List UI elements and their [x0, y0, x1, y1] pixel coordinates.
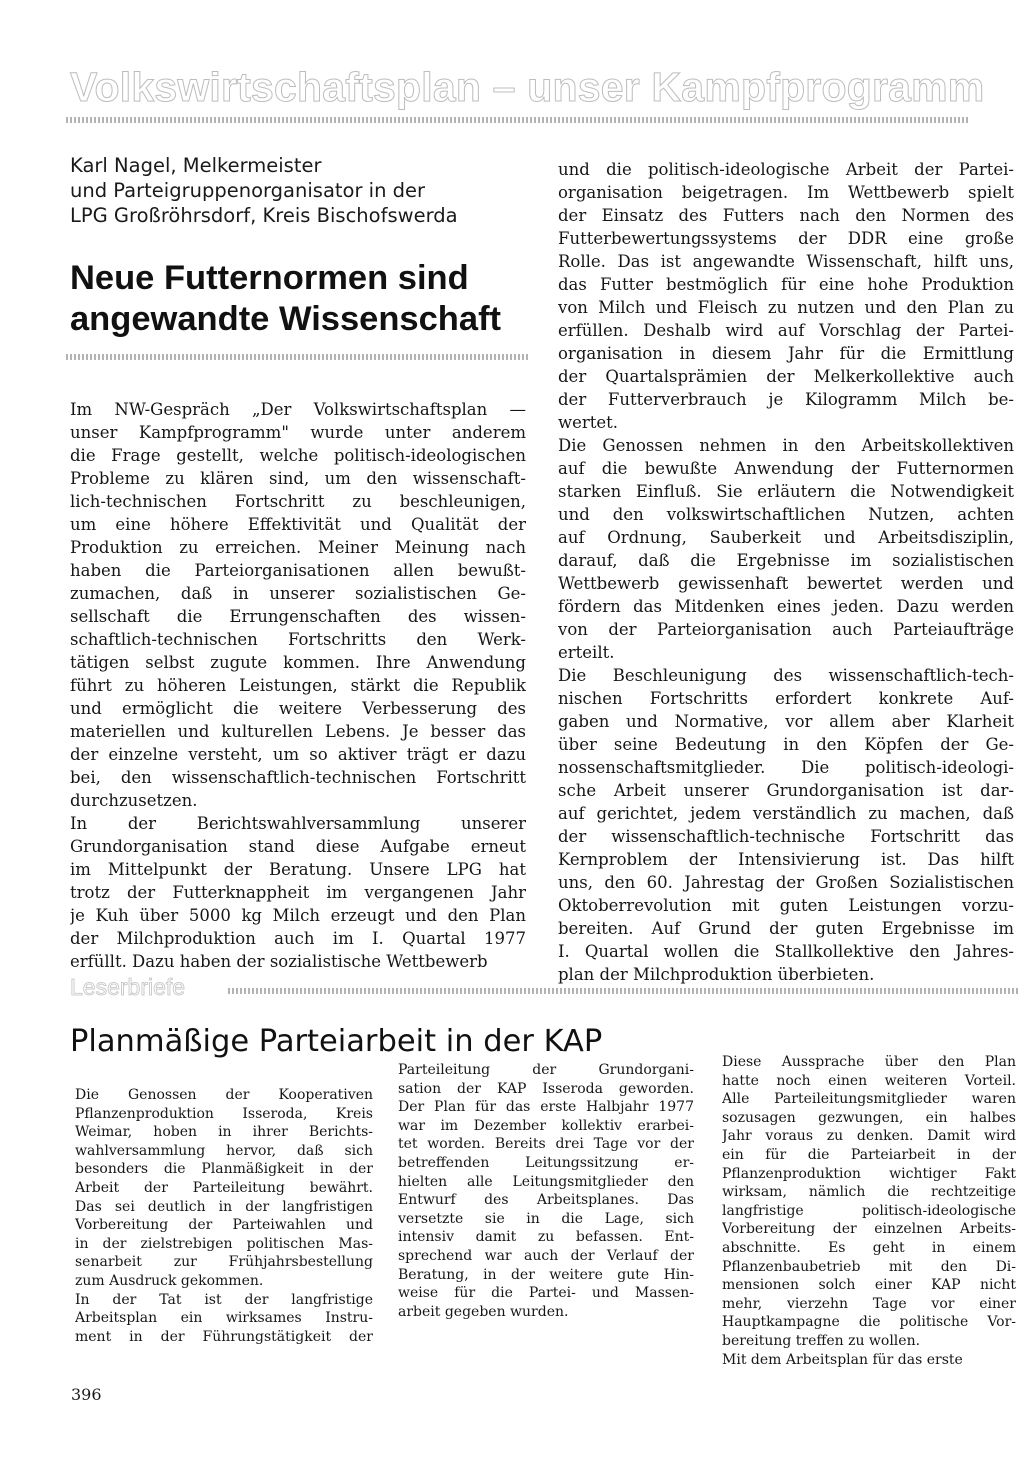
article-column-left	[70, 398, 526, 973]
text-line: Die Genossen der Kooperativen	[75, 1087, 373, 1103]
text-line: der Futterverbrauch je Kilogramm Milch be-	[558, 390, 1014, 409]
text-line: auf die bewußte Anwendung der Futternormen	[558, 459, 1014, 478]
text-line: In der Berichtswahlversammlung unserer	[70, 814, 526, 833]
text-line: auf Ordnung, Sauberkeit und Arbeitsdisziplin,	[558, 528, 1014, 547]
text-line: Beratung, in der weitere gute Hin-	[398, 1266, 694, 1283]
text-line: und den volkswirtschaftlichen Nutzen, achten	[558, 505, 1014, 524]
text-line: wertet.	[558, 413, 619, 432]
section-divider	[228, 988, 1020, 994]
text-line: im Mittelpunkt der Beratung. Unsere LPG hat	[70, 860, 526, 879]
text-line: plan der Milchproduktion überbieten.	[558, 965, 875, 984]
text-line: haben die Parteiorganisationen allen bewußt-	[70, 561, 526, 580]
text-line: Grundorganisation stand diese Aufgabe erneut	[70, 837, 526, 856]
text-line: tätigen selbst zugute kommen. Ihre Anwendung	[70, 653, 526, 672]
text-line: Mit dem Arbeitsplan für das erste	[722, 1351, 963, 1368]
letter-headline: Planmäßige Parteiarbeit in der KAP	[70, 1024, 603, 1059]
text-line: intensiv damit zu befassen. Ent-	[398, 1229, 694, 1246]
text-line: ein für die Parteiarbeit in der	[722, 1146, 1016, 1163]
article-byline	[70, 153, 540, 228]
text-line: und ermöglicht die weitere Verbesserung des	[70, 699, 526, 718]
text-line: die Frage gestellt, welche politisch-ideologischen	[70, 446, 526, 465]
text-line: sozusagen gezwungen, ein halbes	[722, 1109, 1016, 1126]
text-line: Im NW-Gespräch „Der Volkswirtschaftsplan —	[70, 400, 526, 419]
text-line: uns, den 60. Jahrestag der Großen Sozialistischen	[558, 873, 1014, 892]
text-line: hielten alle Leitungsmitglieder den	[398, 1173, 694, 1190]
text-line: Alle Parteileitungsmitglieder waren	[722, 1091, 1016, 1108]
text-line: Kernproblem der Intensivierung ist. Das hilft	[558, 850, 1014, 869]
text-line: I. Quartal wollen die Stallkollektive den Jahres-	[558, 942, 1014, 961]
text-line: Pflanzenproduktion wichtiger Fakt	[722, 1165, 1016, 1182]
text-line: Jahr voraus zu denken. Damit wird	[722, 1128, 1016, 1145]
text-line: Probleme zu klären sind, um den wissenschaft-	[70, 469, 526, 488]
text-line: Diese Aussprache über den Plan	[722, 1054, 1016, 1070]
text-line: starken Einfluß. Sie erläutern die Notwendigkeit	[558, 482, 1014, 501]
text-line: bereitung treffen zu wollen.	[722, 1332, 921, 1349]
text-line: schaftlich-technischen Fortschritts den Werk-	[70, 630, 526, 649]
text-line: Die Beschleunigung des wissenschaftlich-tech-	[558, 666, 1014, 685]
text-line: Futterbewertungssystems der DDR eine große	[558, 229, 1014, 248]
text-line: Arbeitsplan ein wirksames Instru-	[75, 1310, 373, 1327]
text-line: über seine Bedeutung in den Köpfen der Ge-	[558, 735, 1014, 754]
text-line: führt zu höheren Leistungen, stärkt die Republik	[70, 676, 526, 695]
text-line: mehr, vierzehn Tage vor einer	[722, 1295, 1016, 1312]
text-line: bereiten. Auf Grund der guten Ergebnisse im	[558, 919, 1014, 938]
text-line: darauf, daß die Ergebnisse im sozialistischen	[558, 551, 1014, 570]
text-line: in der zielstrebigen politischen Mas-	[75, 1235, 373, 1252]
text-line: war im Dezember kollektiv erarbei-	[398, 1117, 694, 1134]
text-line: Vorbereitung der einzelnen Arbeits-	[722, 1221, 1016, 1238]
page-number: 396	[71, 1385, 102, 1404]
text-line: In der Tat ist der langfristige	[75, 1291, 373, 1308]
text-line: tet worden. Bereits drei Tage vor der	[398, 1136, 694, 1153]
text-line: versetzte sie in die Lage, sich	[398, 1210, 694, 1227]
text-line: sche Arbeit unserer Grundorganisation ist dar-	[558, 781, 1014, 800]
letter-column-2	[398, 1061, 694, 1321]
text-line: Parteileitung der Grundorgani-	[398, 1062, 694, 1078]
text-line: erfüllt. Dazu haben der sozialistische Wettbewerb	[70, 952, 488, 971]
text-line: zumachen, daß in unserer sozialistischen Ge-	[70, 584, 526, 603]
text-line: gaben und Normative, vor allem aber Klarheit	[558, 712, 1014, 731]
kicker-title: Volkswirtschaftsplan – unser Kampfprogramm	[70, 64, 985, 110]
text-line: der wissenschaftlich-technische Fortschritt das	[558, 827, 1014, 846]
text-line: Entwurf des Arbeitsplanes. Das	[398, 1192, 694, 1209]
letter-column-3	[722, 1053, 1016, 1369]
text-line: ment in der Führungstätigkeit der	[75, 1328, 373, 1345]
text-line: der einzelne versteht, um so aktiver trägt er dazu	[70, 745, 526, 764]
text-line: durchzusetzen.	[70, 791, 198, 810]
text-line: lich-technischen Fortschritt zu beschleunigen,	[70, 492, 526, 511]
text-line: Pflanzenbaubetrieb mit den Di-	[722, 1258, 1016, 1275]
top-divider	[66, 117, 970, 123]
text-line: organisation beigetragen. Im Wettbewerb spielt	[558, 183, 1014, 202]
text-line: wahlversammlung hervor, daß sich	[75, 1142, 373, 1159]
text-line: sellschaft die Errungenschaften des wissen-	[70, 607, 526, 626]
text-line: von Milch und Fleisch zu nutzen und den Plan zu	[558, 298, 1014, 317]
text-line: zum Ausdruck gekommen.	[75, 1272, 264, 1289]
text-line: sprechend war auch der Verlauf der	[398, 1247, 694, 1264]
article-column-right	[558, 158, 1014, 986]
text-line: nossenschaftsmitglieder. Die politisch-ideologi-	[558, 758, 1014, 777]
text-line: langfristige politisch-ideologische	[722, 1202, 1016, 1219]
text-line: besonders die Planmäßigkeit in der	[75, 1161, 373, 1178]
text-line: nischen Fortschritts erfordert konkrete Auf-	[558, 689, 1014, 708]
text-line: organisation in diesem Jahr für die Ermittlung	[558, 344, 1014, 363]
text-line: von der Parteiorganisation auch Parteiaufträge	[558, 620, 1014, 639]
text-line: hatte noch einen weiteren Vorteil.	[722, 1072, 1016, 1089]
byline-line: Karl Nagel, Melkermeister	[70, 154, 322, 177]
text-line: sation der KAP Isseroda geworden.	[398, 1080, 694, 1097]
text-line: trotz der Futterknappheit im vergangenen Jahr	[70, 883, 526, 902]
text-line: materiellen und kulturellen Lebens. Je besser das	[70, 722, 526, 741]
text-line: Die Genossen nehmen in den Arbeitskollektiven	[558, 436, 1014, 455]
text-line: mensionen solch einer KAP nicht	[722, 1277, 1016, 1294]
text-line: betreffenden Leitungssitzung er-	[398, 1154, 694, 1171]
text-line: das Futter bestmöglich für eine hohe Produktion	[558, 275, 1014, 294]
headline-divider	[66, 354, 528, 360]
text-line: der Quartalsprämien der Melkerkollektive auch	[558, 367, 1014, 386]
text-line: Das sei deutlich in der langfristigen	[75, 1198, 373, 1215]
text-line: Der Plan für das erste Halbjahr 1977	[398, 1099, 694, 1116]
headline-line: angewandte Wissenschaft	[70, 300, 502, 338]
text-line: Oktoberrevolution mit guten Leistungen vorzu-	[558, 896, 1014, 915]
text-line: abschnitte. Es geht in einem	[722, 1239, 1016, 1256]
text-line: arbeit gegeben wurden.	[398, 1303, 569, 1320]
text-line: um eine höhere Effektivität und Qualität der	[70, 515, 526, 534]
letter-column-1	[75, 1086, 373, 1346]
text-line: der Milchproduktion auch im I. Quartal 1977	[70, 929, 526, 948]
byline-line: und Parteigruppenorganisator in der	[70, 179, 426, 202]
text-line: fördern das Mitdenken eines jeden. Dazu werden	[558, 597, 1014, 616]
text-line: unser Kampfprogramm" wurde unter anderem	[70, 423, 526, 442]
text-line: wirksam, nämlich die rechtzeitige	[722, 1184, 1016, 1201]
text-line: Hauptkampagne die politische Vor-	[722, 1314, 1016, 1331]
text-line: erteilt.	[558, 643, 615, 662]
article-headline	[70, 258, 550, 340]
section-label-leserbriefe: Leserbriefe	[70, 974, 186, 1000]
text-line: der Einsatz des Futters nach den Normen des	[558, 206, 1014, 225]
text-line: Vorbereitung der Parteiwahlen und	[75, 1217, 373, 1234]
text-line: Pflanzenproduktion Isseroda, Kreis	[75, 1105, 373, 1122]
text-line: weise für die Partei- und Massen-	[398, 1285, 694, 1302]
text-line: Wettbewerb gewissenhaft bewertet werden und	[558, 574, 1014, 593]
text-line: bei, den wissenschaftlich-technischen Fortschritt	[70, 768, 526, 787]
text-line: Rolle. Das ist angewandte Wissenschaft, hilft uns,	[558, 252, 1014, 271]
text-line: je Kuh über 5000 kg Milch erzeugt und den Plan	[70, 906, 526, 925]
headline-line: Neue Futternormen sind	[70, 259, 469, 297]
text-line: und die politisch-ideologische Arbeit der Partei-	[558, 160, 1014, 179]
text-line: erfüllen. Deshalb wird auf Vorschlag der Partei-	[558, 321, 1014, 340]
text-line: senarbeit zur Frühjahrsbestellung	[75, 1254, 373, 1271]
text-line: Weimar, hoben in ihrer Berichts-	[75, 1124, 373, 1141]
text-line: Arbeit der Parteileitung bewährt.	[75, 1179, 373, 1196]
text-line: Produktion zu erreichen. Meiner Meinung nach	[70, 538, 526, 557]
byline-line: LPG Großröhrsdorf, Kreis Bischofswerda	[70, 204, 458, 227]
text-line: auf gerichtet, jedem verständlich zu machen, daß	[558, 804, 1014, 823]
